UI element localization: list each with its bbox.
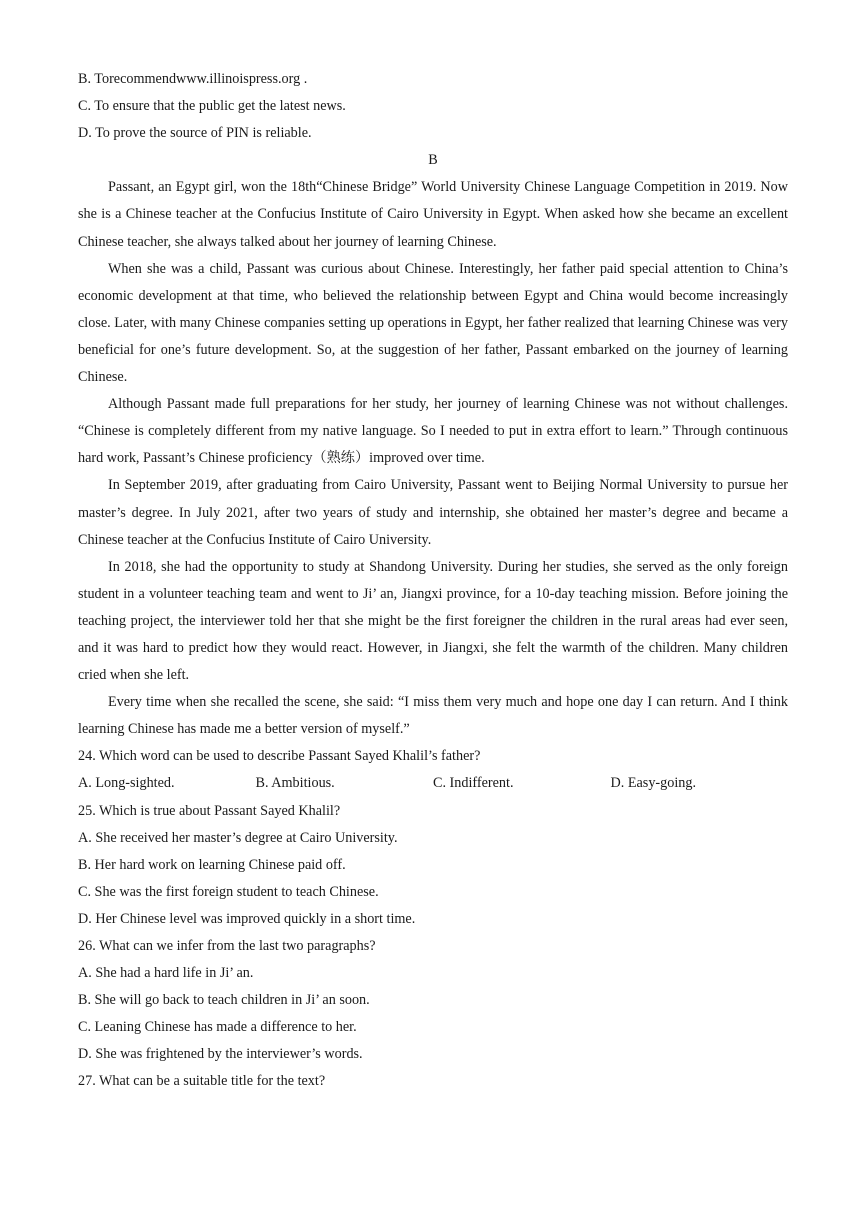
q24-option-c: C. Indifferent. bbox=[433, 775, 514, 792]
question-24-options bbox=[78, 770, 788, 797]
q25-option-d: D. Her Chinese level was improved quickly in a short time. bbox=[78, 910, 416, 927]
q25-option-c: C. She was the first foreign student to teach Chinese. bbox=[78, 883, 379, 900]
question-26: 26. What can we infer from the last two paragraphs? bbox=[78, 938, 376, 954]
q24-option-d: D. Easy-going. bbox=[610, 775, 697, 792]
exam-page bbox=[78, 66, 788, 1096]
question-25: 25. Which is true about Passant Sayed Khalil? bbox=[78, 802, 341, 819]
passage-paragraph-3: Although Passant made full preparations for her study, her journey of learning Chinese was not without challenges. “Chinese is completely different from my native language. So I needed to put in extra effort to learn.” Through continuous hard work, Passant’s Chinese proficiency（熟练）improved over time. bbox=[78, 396, 788, 467]
q25-option-a: A. She received her master’s degree at Cairo University. bbox=[78, 829, 398, 846]
option-c-prev: C. To ensure that the public get the latest news. bbox=[78, 98, 346, 115]
option-b-prev: B. Torecommendwww.illinoispress.org . bbox=[78, 71, 308, 87]
q25-option-b: B. Her hard work on learning Chinese paid off. bbox=[78, 856, 346, 873]
passage-paragraph-6: Every time when she recalled the scene, she said: “I miss them very much and hope one day I can return. And I think learning Chinese has made me a better version of myself.” bbox=[78, 694, 788, 738]
q26-option-c: C. Leaning Chinese has made a difference to her. bbox=[78, 1019, 357, 1036]
section-title: B bbox=[428, 152, 438, 169]
passage-paragraph-5: In 2018, she had the opportunity to study at Shandong University. During her studies, she served as the only foreign student in a volunteer teaching team and went to Ji’ an, Jiangxi province, for a 10-day teaching mission. Before joining the teaching project, the interviewer told her that she might be the first foreigner the children in the rural areas had ever seen, and it was hard to predict how they would react. However, in Jiangxi, she felt the warmth of the children. Many children cried when she left. bbox=[78, 558, 788, 684]
q24-option-a: A. Long-sighted. bbox=[78, 775, 175, 792]
q26-option-a: A. She had a hard life in Ji’ an. bbox=[78, 965, 254, 982]
q26-option-d: D. She was frightened by the interviewer’s words. bbox=[78, 1046, 363, 1063]
option-d-prev: D. To prove the source of PIN is reliable. bbox=[78, 125, 312, 142]
question-24: 24. Which word can be used to describe Passant Sayed Khalil’s father? bbox=[78, 748, 481, 765]
passage-paragraph-1: Passant, an Egypt girl, won the 18th“Chinese Bridge” World University Chinese Language Competition in 2019. Now she is a Chinese teacher at the Confucius Institute of Cairo University in Egypt. When asked how she became an excellent Chinese teacher, she always talked about her journey of learning Chinese. bbox=[78, 179, 788, 250]
q24-option-b: B. Ambitious. bbox=[255, 775, 335, 792]
passage-paragraph-4: In September 2019, after graduating from Cairo University, Passant went to Beijing Normal University to pursue her master’s degree. In July 2021, after two years of study and internship, she obtained her master’s degree and became a Chinese teacher at the Confucius Institute of Cairo University. bbox=[78, 477, 788, 548]
passage-paragraph-2: When she was a child, Passant was curious about Chinese. Interestingly, her father paid special attention to China’s economic development at that time, who believed the relationship between Egypt and China would become increasingly close. Later, with many Chinese companies setting up operations in Egypt, her father realized that learning Chinese was very beneficial for one’s future development. So, at the suggestion of her father, Passant embarked on the journey of learning Chinese. bbox=[78, 260, 788, 386]
question-27: 27. What can be a suitable title for the text? bbox=[78, 1073, 326, 1090]
q26-option-b: B. She will go back to teach children in Ji’ an soon. bbox=[78, 992, 370, 1009]
